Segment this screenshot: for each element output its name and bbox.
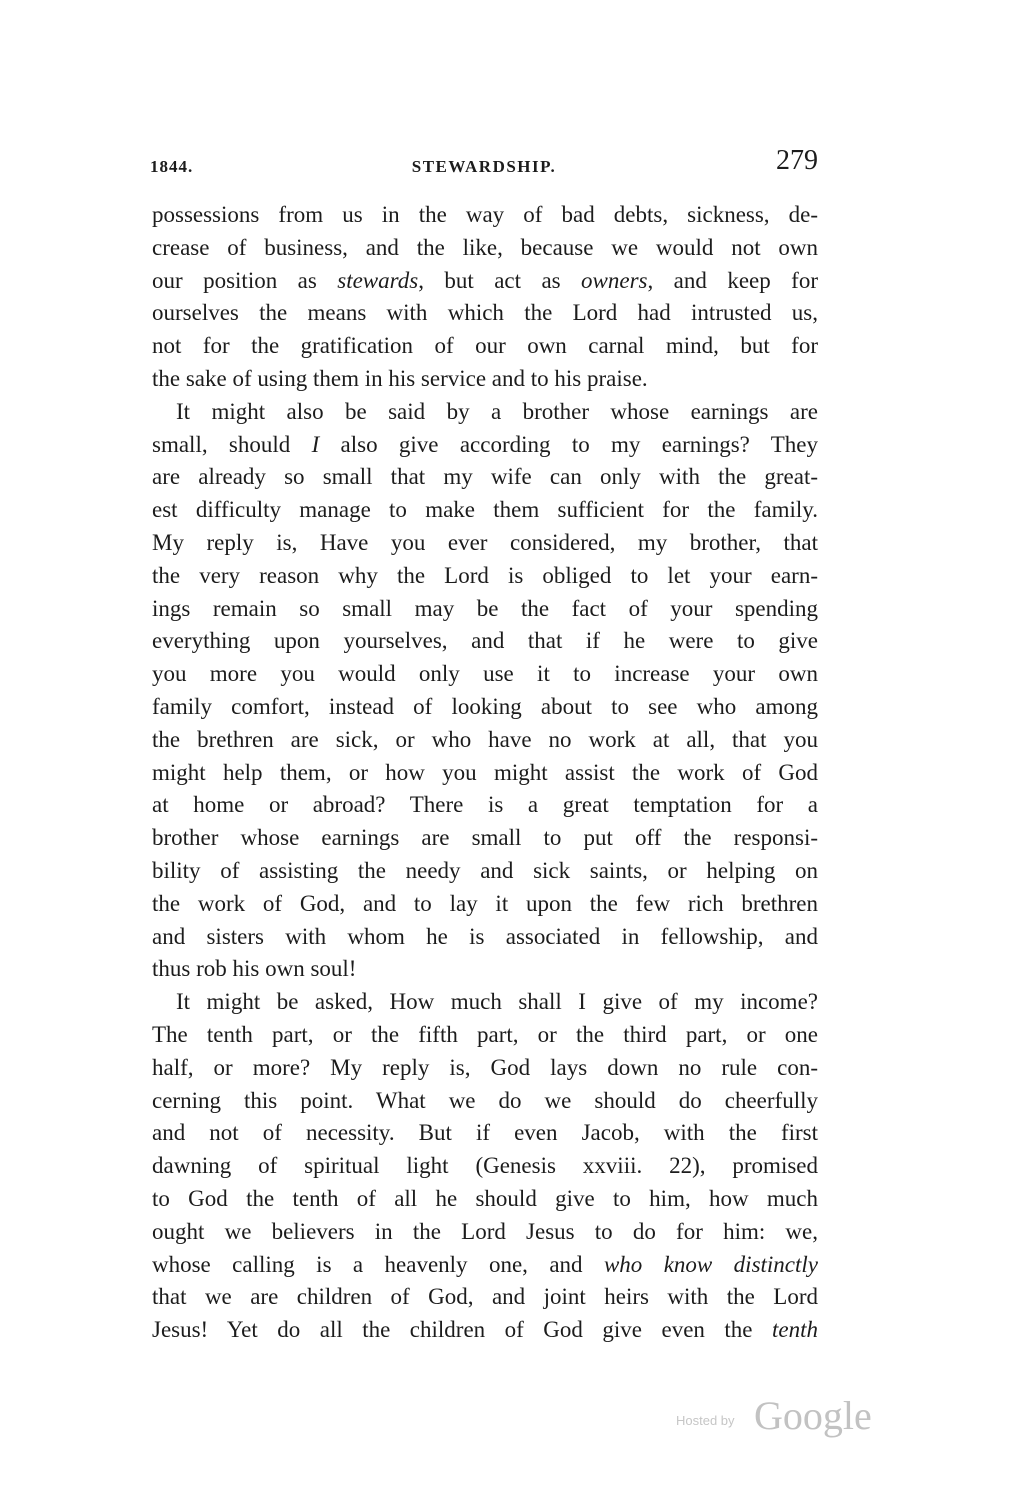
header-year: 1844.	[150, 157, 194, 176]
text-line	[152, 1216, 818, 1249]
text-segment: and not of necessity. But if even Jacob, with the first	[152, 1120, 818, 1146]
text-segment: possessions from us in the way of bad debts, sickness, de-	[152, 202, 818, 227]
text-line	[152, 429, 818, 462]
text-segment: The tenth part, or the fifth part, or the third part, or one	[152, 1021, 818, 1047]
text-line	[152, 1085, 818, 1118]
hosted-by-label: Hosted by	[676, 1413, 735, 1428]
italic-segment: tenth	[772, 1317, 818, 1343]
text-line	[152, 1281, 818, 1314]
text-line	[152, 1314, 818, 1347]
text-segment: also give according to my earnings? They	[319, 431, 818, 457]
text-segment: at home or abroad? There is a great temptation for a	[152, 792, 818, 818]
text-line	[152, 953, 818, 986]
text-line	[152, 986, 818, 1019]
text-segment: It might be asked, How much shall I give of my income?	[176, 989, 818, 1015]
text-line	[152, 494, 818, 527]
text-line	[152, 888, 818, 921]
text-segment: are already so small that my wife can only with the great-	[152, 464, 818, 490]
text-line	[152, 461, 818, 494]
text-line	[152, 691, 818, 724]
text-segment: the sake of using them in his service and to his praise.	[152, 365, 648, 391]
text-segment: crease of business, and the like, because we would not own	[152, 234, 818, 260]
text-line	[152, 921, 818, 954]
text-line	[152, 199, 818, 232]
text-segment: not for the gratification of our own carnal mind, but for	[152, 333, 818, 359]
google-logo: Google	[754, 1393, 872, 1438]
italic-segment: stewards	[337, 267, 419, 293]
text-line	[152, 1117, 818, 1150]
text-segment: ourselves the means with which the Lord had intrusted us,	[152, 300, 818, 326]
page-number: 279	[776, 145, 818, 176]
text-line	[152, 232, 818, 265]
text-segment: It might also be said by a brother whose earnings are	[176, 398, 818, 424]
text-line	[152, 527, 818, 560]
text-segment: to God the tenth of all he should give to him, how much	[152, 1185, 818, 1211]
text-line	[152, 330, 818, 363]
text-line	[152, 265, 818, 298]
text-line	[152, 396, 818, 429]
text-segment: dawning of spiritual light (Genesis xxviii. 22), promised	[152, 1153, 818, 1179]
text-segment: My reply is, Have you ever considered, my brother, that	[152, 529, 818, 555]
text-segment: whose calling is a heavenly one, and	[152, 1251, 604, 1277]
text-line	[152, 1183, 818, 1216]
italic-segment: I	[311, 431, 320, 457]
text-segment: Jesus! Yet do all the children of God give even the	[152, 1317, 772, 1343]
text-segment: our position as	[152, 267, 338, 293]
text-line	[152, 724, 818, 757]
text-segment: cerning this point. What we do we should do cheerfully	[152, 1087, 818, 1113]
text-segment: the brethren are sick, or who have no work at all, that you	[152, 726, 818, 752]
text-line	[152, 1249, 818, 1282]
text-segment: family comfort, instead of looking about to see who among	[152, 693, 818, 719]
text-line	[152, 297, 818, 330]
text-segment: that we are children of God, and joint heirs with the Lord	[152, 1284, 818, 1310]
text-segment: bility of assisting the needy and sick saints, or helping on	[152, 857, 818, 883]
text-line	[152, 789, 818, 822]
header-title: STEWARDSHIP.	[411, 157, 557, 176]
text-line	[152, 822, 818, 855]
text-segment: est difficulty manage to make them sufficient for the family.	[152, 497, 818, 523]
text-line	[152, 560, 818, 593]
text-line	[152, 855, 818, 888]
text-line	[152, 757, 818, 790]
text-segment: brother whose earnings are small to put off the responsi-	[152, 825, 818, 851]
text-line	[152, 625, 818, 658]
text-segment: the very reason why the Lord is obliged to let your earn-	[152, 562, 818, 588]
text-segment: thus rob his own soul!	[152, 956, 357, 982]
text-segment: ought we believers in the Lord Jesus to do for him: we,	[152, 1218, 818, 1244]
text-line	[152, 658, 818, 691]
text-segment: the work of God, and to lay it upon the few rich brethren	[152, 890, 818, 916]
text-segment: you more you would only use it to increase your own	[152, 661, 818, 687]
text-line	[152, 593, 818, 626]
text-line	[152, 1052, 818, 1085]
body-text	[152, 199, 818, 1347]
text-segment: everything upon yourselves, and that if he were to give	[152, 628, 818, 654]
text-segment: might help them, or how you might assist the work of God	[152, 759, 818, 785]
text-segment: small, should	[152, 431, 312, 457]
text-segment: ings remain so small may be the fact of your spending	[152, 595, 818, 621]
text-segment: and sisters with whom he is associated in fellowship, and	[152, 923, 818, 949]
text-line	[152, 1019, 818, 1052]
running-head	[150, 143, 818, 183]
text-segment: , but act as	[418, 267, 582, 293]
italic-segment: who know distinctly	[603, 1251, 818, 1277]
text-segment: , and keep for	[647, 267, 818, 293]
text-line	[152, 363, 818, 396]
text-line	[152, 1150, 818, 1183]
italic-segment: owners	[581, 267, 648, 293]
text-segment: half, or more? My reply is, God lays down no rule con-	[152, 1054, 818, 1080]
